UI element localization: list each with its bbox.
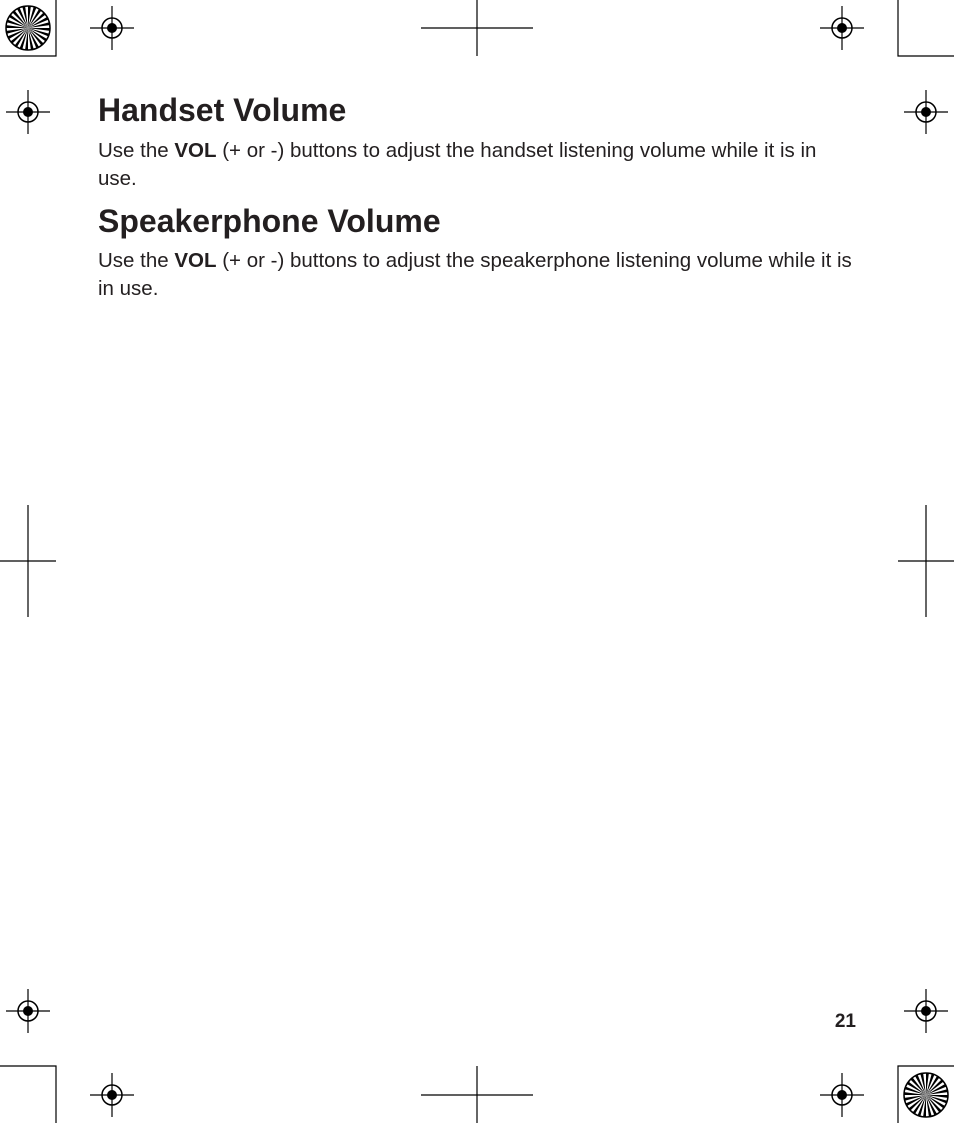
page-number: 21 — [834, 1011, 856, 1032]
vol-key-label: VOL — [174, 249, 217, 272]
starburst-target-top-left — [6, 6, 50, 50]
section-body-handset-volume: Use the VOL (+ or -) buttons to adjust the handset listening volume while it is in use. — [98, 139, 817, 190]
starburst-target-bottom-right — [904, 1073, 948, 1117]
section-body-speakerphone-volume: Use the VOL (+ or -) buttons to adjust the speakerphone listening volume while it is in use. — [98, 249, 852, 300]
section-title-speakerphone-volume: Speakerphone Volume — [98, 203, 441, 239]
vol-key-label: VOL — [174, 139, 217, 162]
section-title-handset-volume: Handset Volume — [98, 92, 347, 128]
